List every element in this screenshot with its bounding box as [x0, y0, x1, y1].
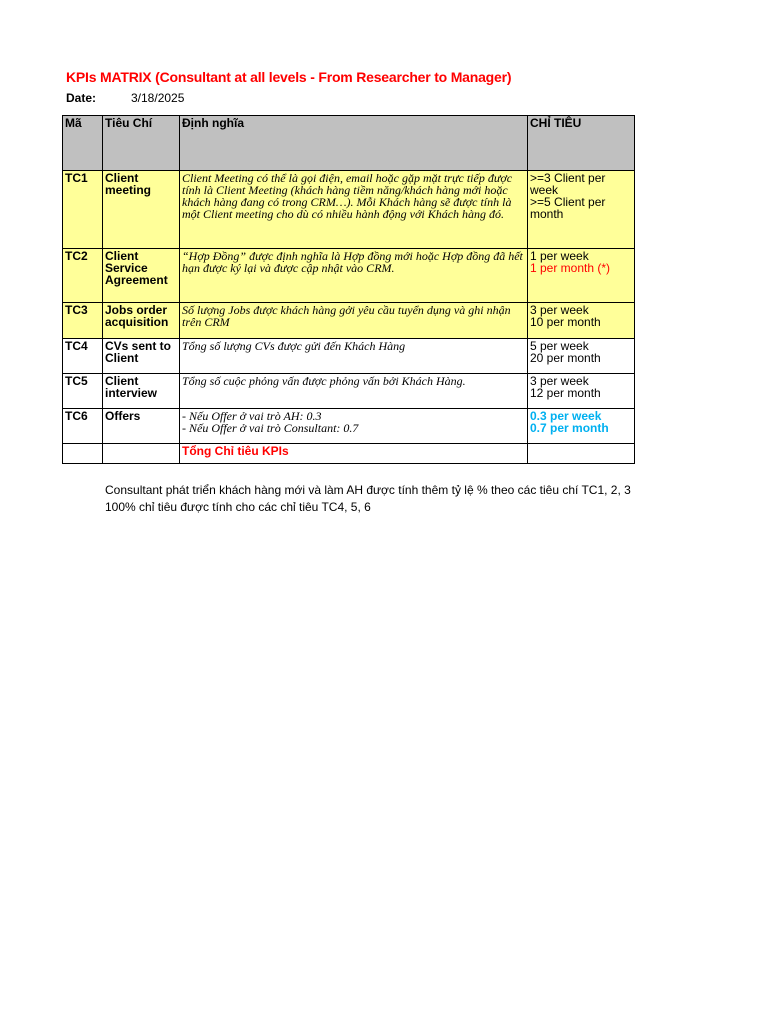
note-line-1: Consultant phát triển khách hàng mới và làm AH được tính thêm tỷ lệ % theo các tiêu chí TC1, 2, 3 [105, 483, 631, 497]
row-code: TC3 [63, 303, 103, 339]
header-criteria: Tiêu Chí [103, 116, 180, 171]
table-header-row [63, 116, 635, 171]
row-criteria: Client meeting [103, 171, 180, 249]
row-code: TC6 [63, 409, 103, 444]
offer-definition-ah: - Nếu Offer ở vai trò AH: 0.3 [182, 409, 322, 423]
target-weekly: 1 per week [530, 249, 589, 263]
total-empty-target [528, 444, 635, 464]
row-code: TC5 [63, 374, 103, 409]
row-target [528, 249, 635, 303]
target-monthly: 10 per month [530, 315, 601, 329]
table-row [63, 249, 635, 303]
row-definition: “Hợp Đồng” được định nghĩa là Hợp đồng mới hoặc Hợp đồng đã hết hạn được ký lại và được cập nhật vào CRM. [180, 249, 528, 303]
row-target [528, 339, 635, 374]
row-criteria: Client Service Agreement [103, 249, 180, 303]
target-weekly: 3 per week [530, 303, 589, 317]
total-empty-code [63, 444, 103, 464]
table-row [63, 409, 635, 444]
target-weekly: 0.3 per week [530, 409, 602, 423]
header-definition: Định nghĩa [180, 116, 528, 171]
table-row [63, 303, 635, 339]
target-monthly: 0.7 per month [530, 421, 609, 435]
row-target [528, 409, 635, 444]
target-monthly: 12 per month [530, 386, 601, 400]
offer-definition-consultant: - Nếu Offer ở vai trò Consultant: 0.7 [182, 421, 359, 435]
header-target: CHỈ TIÊU [528, 116, 635, 171]
row-target [528, 303, 635, 339]
row-definition: Tổng số lượng CVs được gửi đến Khách Hàng [180, 339, 528, 374]
note-line-2: 100% chỉ tiêu được tính cho các chỉ tiêu TC4, 5, 6 [105, 500, 371, 514]
target-monthly: 20 per month [530, 351, 601, 365]
header-code: Mã [63, 116, 103, 171]
target-monthly: 1 per month (*) [530, 261, 611, 275]
date-value: 3/18/2025 [131, 91, 185, 105]
table-row [63, 171, 635, 249]
total-empty-criteria [103, 444, 180, 464]
row-definition: Tổng số cuộc phỏng vấn được phỏng vấn bởi Khách Hàng. [180, 374, 528, 409]
row-criteria: Offers [103, 409, 180, 444]
row-code: TC2 [63, 249, 103, 303]
target-weekly: 3 per week [530, 374, 589, 388]
row-criteria: Client interview [103, 374, 180, 409]
row-target [528, 374, 635, 409]
row-criteria: CVs sent to Client [103, 339, 180, 374]
row-code: TC1 [63, 171, 103, 249]
table-row [63, 339, 635, 374]
target-monthly: >=5 Client per month [530, 195, 606, 221]
total-row [63, 444, 635, 464]
row-definition: Số lượng Jobs được khách hàng gởi yêu cầu tuyển dụng và ghi nhận trên CRM [180, 303, 528, 339]
kpi-table [62, 115, 635, 464]
total-kpi-label: Tổng Chỉ tiêu KPIs [180, 444, 528, 464]
page-title: KPIs MATRIX (Consultant at all levels - From Researcher to Manager) [66, 69, 512, 85]
row-definition: Client Meeting có thể là gọi điện, email hoặc gặp mặt trực tiếp được tính là Client Meeting (khách hàng tiềm năng/khách hàng mới hoặc khách hàng đang có trong CRM…). Mỗi Khách hàng sẽ được tính là một Client meeting cho dù có nhiều hành động với Khách hàng đó. [180, 171, 528, 249]
row-code: TC4 [63, 339, 103, 374]
row-definition [180, 409, 528, 444]
row-target [528, 171, 635, 249]
target-weekly: 5 per week [530, 339, 589, 353]
date-label: Date: [66, 91, 97, 105]
target-weekly: >=3 Client per week [530, 171, 606, 197]
table-row [63, 374, 635, 409]
row-criteria: Jobs order acquisition [103, 303, 180, 339]
